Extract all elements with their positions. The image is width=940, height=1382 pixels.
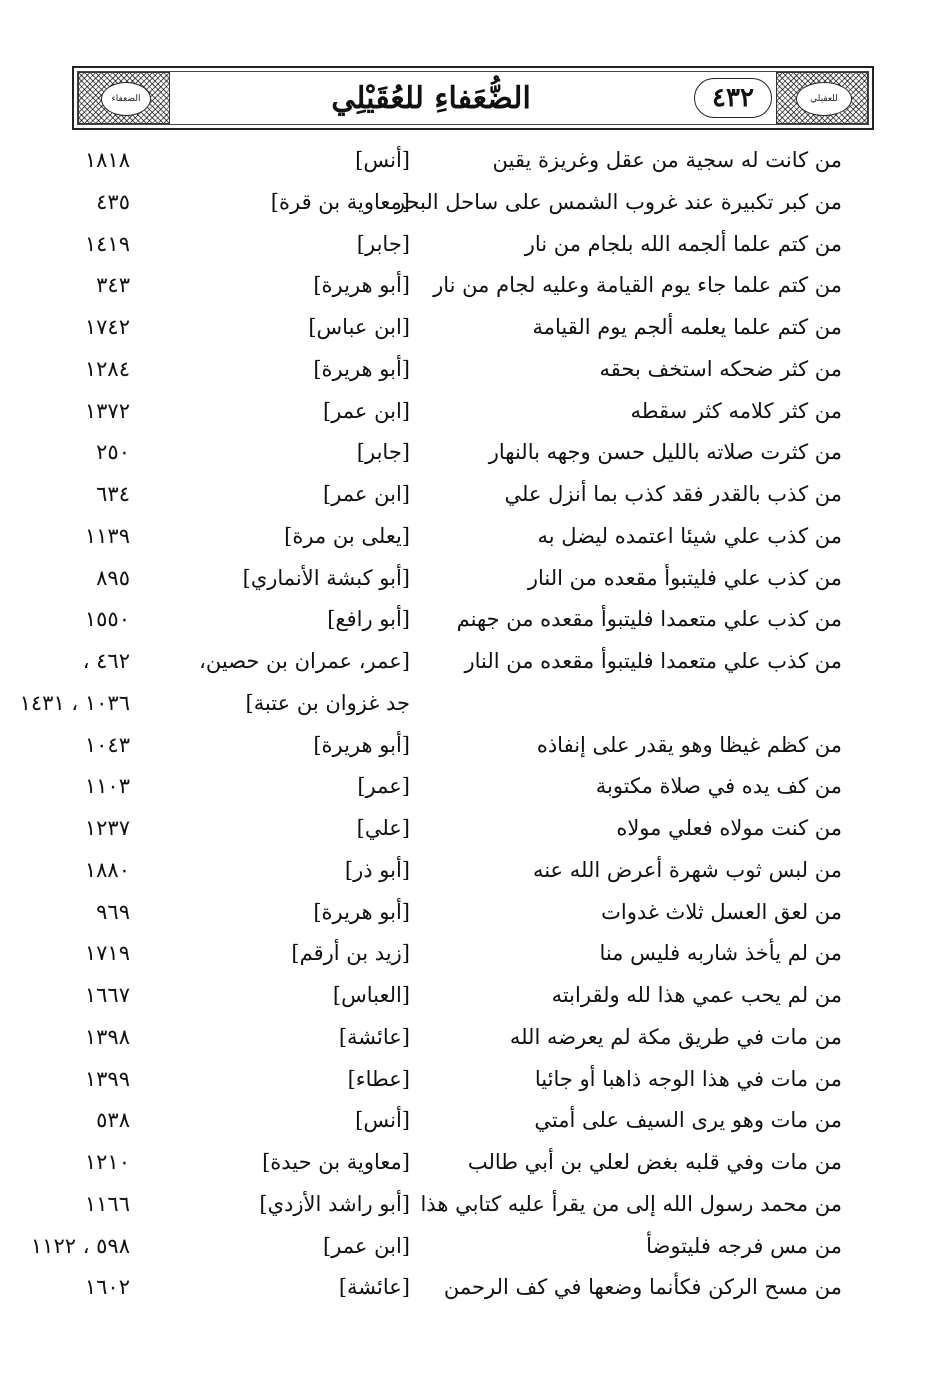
entry-num: ١٠٣٦ ، ١٤٣١ (19, 690, 130, 715)
entry-num: ٦٣٤ (96, 482, 130, 506)
entry-narrator: [عائشة] (338, 1024, 410, 1049)
entry-hadith: من كثر ضحكه استخف بحقه (599, 356, 842, 381)
entry-num: ١٨١٨ (84, 148, 130, 172)
index-row (0, 477, 940, 511)
page-number: ٤٣٢ (694, 78, 772, 118)
entry-narrator: [أبو هريرة] (313, 273, 410, 298)
index-row (0, 185, 940, 219)
entry-hadith: من كذب بالقدر فقد كذب بما أنزل علي (504, 482, 842, 506)
header-ornament-right (776, 72, 868, 124)
entry-hadith: من كنت مولاه فعلي مولاه (616, 816, 842, 840)
ornament-text-right: للعقيلي (810, 94, 838, 104)
entry-narrator: [أبو كبشة الأنماري] (242, 565, 410, 590)
entry-narrator: [أنس] (355, 148, 410, 172)
index-row (0, 561, 940, 595)
entry-narrator: [أبو هريرة] (313, 899, 410, 924)
entry-hadith: من كتم علما يعلمه ألجم يوم القيامة (532, 315, 842, 339)
index-row (0, 769, 940, 803)
index-row (0, 1187, 940, 1221)
index-row (0, 936, 940, 970)
entry-hadith: من لم يأخذ شاربه فليس منا (599, 941, 842, 966)
entry-narrator: [معاوية بن قرة] (270, 189, 410, 214)
entry-narrator: [علي] (356, 816, 410, 840)
entry-narrator: [أبو راشد الأزدي] (259, 1191, 410, 1216)
index-row (0, 728, 940, 762)
entry-narrator: [أبو هريرة] (313, 356, 410, 381)
entry-narrator: [يعلى بن مرة] (284, 523, 410, 548)
entry-narrator: [العباس] (332, 983, 410, 1007)
entry-narrator: [جابر] (356, 440, 410, 465)
entry-num: ١٧٤٢ (84, 315, 130, 339)
entry-narrator: [معاوية بن حيدة] (262, 1150, 410, 1174)
entry-narrator: [أنس] (355, 1108, 410, 1133)
entry-num: ١٤١٩ (84, 231, 130, 256)
entry-hadith: من كذب علي متعمدا فليتبوأ مقعده من النار (464, 649, 842, 673)
index-row (0, 1270, 940, 1304)
entry-hadith: من محمد رسول الله إلى من يقرأ عليه كتابي هذا (420, 1191, 842, 1216)
entry-num: ١١٦٦ (84, 1191, 130, 1216)
entry-num: ١٣٧٢ (84, 398, 130, 423)
entry-hadith: من كذب علي متعمدا فليتبوأ مقعده من جهنم (456, 607, 842, 632)
entry-num: ١٢٣٧ (84, 816, 130, 840)
entry-num: ١٨٨٠ (84, 857, 130, 882)
entry-hadith: من لم يحب عمي هذا لله ولقرابته (551, 983, 842, 1007)
entry-narrator: [أبو رافع] (327, 607, 410, 632)
ornament-oval-left (101, 82, 151, 116)
entry-num: ١١٣٩ (84, 523, 130, 548)
entry-narrator: [عمر] (357, 774, 410, 799)
entry-num: ١٢٨٤ (84, 356, 130, 381)
entry-hadith: من مات في طريق مكة لم يعرضه الله (509, 1024, 842, 1049)
entry-hadith: من لعق العسل ثلاث غدوات (601, 899, 842, 924)
entry-hadith: من مات وفي قلبه بغض لعلي بن أبي طالب (467, 1150, 842, 1174)
ornament-oval-right (796, 82, 852, 116)
entry-narrator: [ابن عمر] (323, 482, 410, 506)
entry-narrator: [عائشة] (338, 1275, 410, 1300)
page-header (72, 66, 874, 130)
entry-narrator: [جابر] (356, 231, 410, 256)
book-title: الضُّعَفاءِ للعُقَيْلِي (331, 80, 531, 116)
entry-hadith: من كثر كلامه كثر سقطه (630, 398, 842, 423)
entry-hadith: من كف يده في صلاة مكتوبة (595, 774, 842, 799)
index-row (0, 143, 940, 177)
index-row (0, 1020, 940, 1054)
entry-narrator: [ابن عباس] (308, 315, 410, 339)
entry-num: ٣٤٣ (96, 273, 130, 298)
entry-hadith: من مات في هذا الوجه ذاهبا أو جائيا (534, 1066, 842, 1091)
entry-num: ٨٩٥ (96, 565, 130, 590)
ornament-text-left: الضعفاء (111, 94, 141, 104)
entry-narrator: [ابن عمر] (323, 1233, 410, 1258)
entry-hadith: من كذب علي شيئا اعتمده ليضل به (537, 523, 842, 548)
index-row (0, 811, 940, 845)
entry-num: ٥٣٨ (96, 1108, 130, 1133)
entry-num: ١٧١٩ (84, 941, 130, 966)
index-row (0, 686, 940, 720)
index-row (0, 435, 940, 469)
index-row (0, 1229, 940, 1263)
entry-num: ١٦٦٧ (84, 983, 130, 1007)
index-row (0, 644, 940, 678)
entry-hadith: من كظم غيظا وهو يقدر على إنفاذه (536, 732, 842, 757)
entry-hadith: من كبر تكبيرة عند غروب الشمس على ساحل البحر (394, 189, 842, 214)
entry-num: ٥٩٨ ، ١١٢٢ (30, 1233, 130, 1258)
entry-narrator: [أبو ذر] (344, 857, 410, 882)
index-row (0, 853, 940, 887)
entry-narrator: [أبو هريرة] (313, 732, 410, 757)
entry-hadith: من مسح الركن فكأنما وضعها في كف الرحمن (443, 1275, 842, 1300)
index-row (0, 268, 940, 302)
entry-num: ٤٦٢ ، (82, 649, 130, 673)
entry-num: ١٦٠٢ (84, 1275, 130, 1300)
index-row (0, 602, 940, 636)
entry-hadith: من لبس ثوب شهرة أعرض الله عنه (532, 857, 842, 882)
index-row (0, 227, 940, 261)
entry-num: ٩٦٩ (96, 899, 130, 924)
entry-hadith: من كثرت صلاته بالليل حسن وجهه بالنهار (488, 440, 842, 465)
entry-hadith: من كتم علما ألجمه الله بلجام من نار (524, 231, 842, 256)
header-ornament-left (78, 72, 170, 124)
entry-num: ٢٥٠ (96, 440, 130, 465)
entry-narrator: [عمر، عمران بن حصين، (199, 649, 410, 673)
entry-num: ١٠٤٣ (84, 732, 130, 757)
entry-num: ١٢١٠ (84, 1150, 130, 1174)
entry-hadith: من كانت له سجية من عقل وغريزة يقين (492, 148, 842, 172)
index-row (0, 310, 940, 344)
entry-narrator: [زيد بن أرقم] (291, 941, 410, 966)
entry-num: ١٥٥٠ (84, 607, 130, 632)
entry-num: ١٣٩٩ (84, 1066, 130, 1091)
index-row (0, 352, 940, 386)
index-row (0, 1103, 940, 1137)
entry-hadith: من كذب علي فليتبوأ مقعده من النار (527, 565, 842, 590)
entry-narrator: [ابن عمر] (323, 398, 410, 423)
index-row (0, 1145, 940, 1179)
entry-narrator: جد غزوان بن عتبة] (245, 690, 410, 715)
entry-num: ٤٣٥ (96, 189, 130, 214)
entry-hadith: من كتم علما جاء يوم القيامة وعليه لجام من نار (433, 273, 842, 298)
index-row (0, 394, 940, 428)
entry-narrator: [عطاء] (347, 1066, 410, 1091)
index-row (0, 978, 940, 1012)
entry-hadith: من مس فرجه فليتوضأ (646, 1233, 842, 1258)
entry-num: ١١٠٣ (84, 774, 130, 799)
entry-num: ١٣٩٨ (84, 1024, 130, 1049)
index-row (0, 519, 940, 553)
index-row (0, 895, 940, 929)
entry-hadith: من مات وهو يرى السيف على أمتي (534, 1108, 842, 1133)
index-row (0, 1062, 940, 1096)
